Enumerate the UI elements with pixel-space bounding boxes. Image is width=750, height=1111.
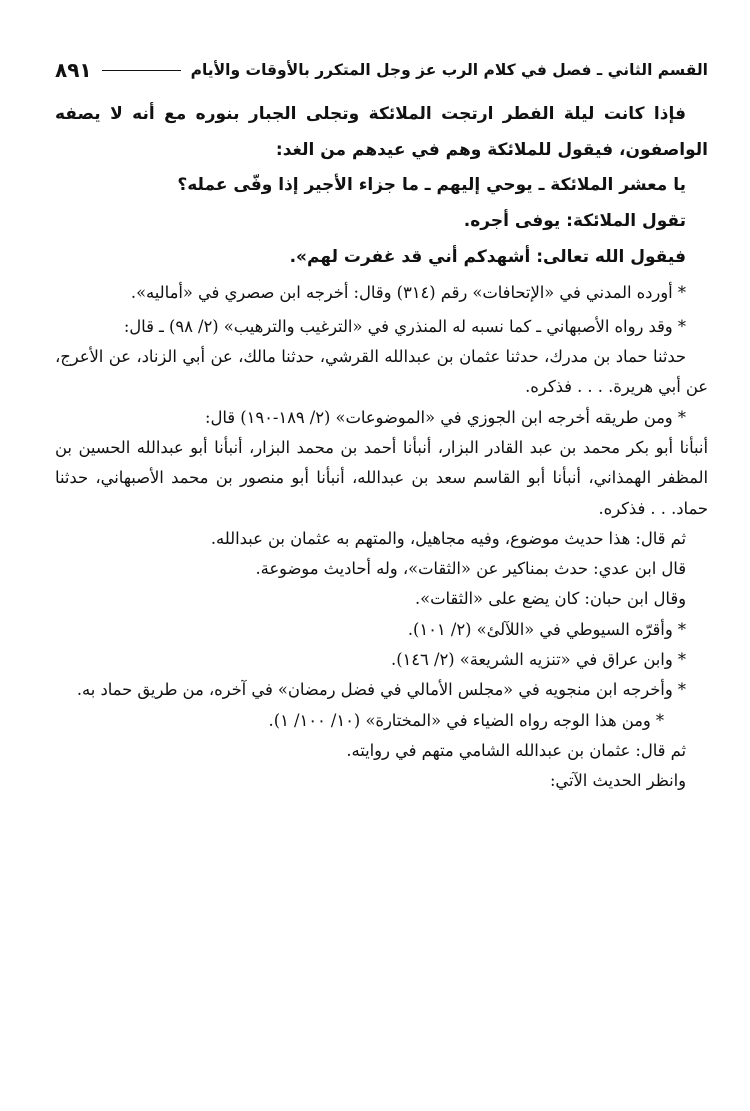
takhrij-paragraph: * وابن عراق في «تنزيه الشريعة» (٢/ ١٤٦). [391,650,686,669]
takhrij-paragraph: * ومن طريقه أخرجه ابن الجوزي في «الموضوعات» (٢/ ١٨٩-١٩٠) قال: [205,407,686,427]
takhrij-paragraph: * أورده المدني في «الإتحافات» رقم (٣١٤) وقال: أخرجه ابن صصري في «أماليه». [130,283,686,303]
hadith-text: فإذا كانت ليلة الفطر ارتجت الملائكة وتجلى الجبار بنوره مع أنه لا يصفه الواصفون، فيقول للملائكة وهم في عيدهم من الغد: [55,104,708,160]
page-number: ٨٩١ [55,58,92,82]
commentary-paragraph: ثم قال: هذا حديث موضوع، وفيه مجاهيل، والمتهم به عثمان بن عبدالله. [210,528,686,548]
page-body [55,97,708,796]
takhrij-paragraph: * ومن هذا الوجه رواه الضياء في «المختارة» (١٠/ ١٠٠/ ١). [268,710,664,730]
isnad-paragraph: حدثنا حماد بن مدرك، حدثنا عثمان بن عبدالله القرشي، حدثنا مالك، عن أبي الزناد، عن الأعرج، عن أبي هريرة. . . . فذكره. [55,347,708,397]
commentary-paragraph: ثم قال: عثمان بن عبدالله الشامي متهم في روايته. [346,740,686,760]
header-rule [102,70,181,71]
takhrij-paragraph: * وأخرجه ابن منجويه في «مجلس الأمالي في فضل رمضان» في آخره، من طريق حماد به. [76,680,686,700]
isnad-paragraph: أنبأنا أبو بكر محمد بن عبد القادر البزار، أنبأنا أحمد بن محمد البزار، أنبأنا أبو عبدالله الحسين بن المظفر الهمذاني، أنبأنا أبو القاسم سعد بن عبدالله، أنبأنا أبو منصور بن محمد الأصبهاني، حدثنا حماد. . . فذكره. [55,437,708,518]
book-page [55,52,708,796]
hadith-text: يا معشر الملائكة ـ يوحي إليهم ـ ما جزاء الأجير إذا وفّى عمله؟ [177,175,686,196]
cross-reference: وانظر الحديث الآتي: [549,771,686,791]
takhrij-paragraph: * وأقرّه السيوطي في «اللآلئ» (٢/ ١٠١). [407,619,686,639]
commentary-paragraph: قال ابن عدي: حدث بمناكير عن «الثقات»، وله أحاديث موضوعة. [255,559,686,579]
running-header [55,52,708,89]
takhrij-paragraph: * وقد رواه الأصبهاني ـ كما نسبه له المنذري في «الترغيب والترهيب» (٢/ ٩٨) ـ قال: [123,316,686,336]
hadith-text: فيقول الله تعالى: أشهدكم أني قد غفرت لهم». [289,246,686,267]
commentary-paragraph: وقال ابن حبان: كان يضع على «الثقات». [415,589,686,609]
hadith-text: تقول الملائكة: يوفى أجره. [463,211,686,232]
header-title: القسم الثاني ـ فصل في كلام الرب عز وجل المتكرر بالأوقات والأيام [190,61,708,79]
